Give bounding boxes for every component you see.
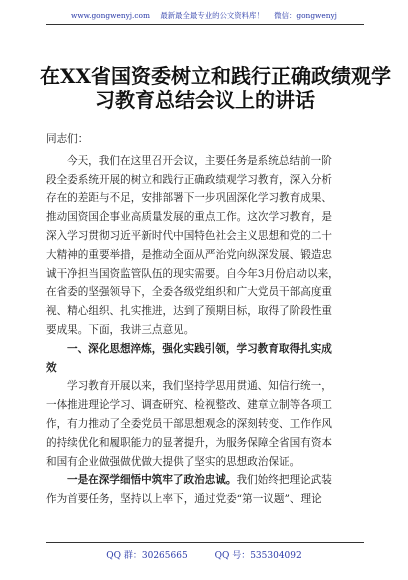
header-slogan: 最新最全最专业的公文资料库！ (160, 11, 264, 20)
text-line (46, 471, 362, 490)
header-site-link[interactable]: www.gongwenyj.com (71, 11, 150, 20)
page-header (0, 10, 408, 21)
header-wechat: 微信：gongwenyj (274, 11, 337, 20)
text-line: 诚干净担当国资监管队伍的现实需要。自今年3月份启动以来， (46, 267, 339, 280)
document-title (40, 64, 392, 112)
text-line: 深入学习贯彻习近平新时代中国特色社会主义思想和党的二十 (46, 229, 333, 242)
point-lead: 一是在深学细悟中筑牢了政治忠诚。 (67, 474, 237, 487)
paragraph-point-1 (46, 471, 362, 509)
heading-line: 一、深化思想淬炼，强化实践引领，学习教育取得扎实成 (67, 342, 332, 355)
text-line: 的持续优化和履职能力的显著提升，为服务保障全省国有资本 (46, 436, 333, 449)
footer-divider (46, 542, 364, 543)
text-line: 一体推进理论学习、调查研究、检视整改、建章立制等各项工 (46, 399, 333, 412)
paragraph-intro (46, 152, 362, 340)
text-line: 推动国资国企事业高质量发展的重点工作。这次学习教育，是 (46, 211, 333, 224)
text-line: 段全委系统开展的树立和践行正确政绩观学习教育，深入分析 (46, 173, 333, 186)
text-line: 存在的差距与不足，安排部署下一步巩固深化学习教育成果、 (46, 192, 333, 205)
greeting: 同志们： (46, 133, 89, 145)
paragraph-summary (46, 377, 362, 471)
header-divider (46, 24, 364, 25)
text-line: 今天，我们在这里召开会议，主要任务是系统总结前一阶 (67, 154, 332, 167)
text-line: 大精神的重要举措，是推动全面从严治党向纵深发展、锻造忠 (46, 248, 333, 261)
text-line: 作，有力推动了全委党员干部思想观念的深刻转变、工作作风 (46, 417, 333, 430)
heading-line: 效 (46, 361, 57, 374)
text-line: 和国有企业做强做优做大提供了坚实的思想政治保证。 (46, 455, 301, 468)
section-heading-1 (46, 340, 362, 378)
point-text: 我们始终把理论武装 (236, 474, 332, 487)
title-line-1: 在XX省国资委树立和践行正确政绩观学 (40, 64, 392, 88)
text-line: 作为首要任务，坚持以上率下，通过党委“第一议题”、理论 (46, 493, 322, 506)
text-line: 学习教育开展以来，我们坚持学思用贯通、知信行统一， (67, 380, 332, 393)
document-body (46, 130, 362, 509)
title-line-2: 习教育总结会议上的讲话 (95, 88, 315, 112)
text-line: 视、精心组织、扎实推进，达到了预期目标，取得了阶段性重 (46, 305, 333, 318)
page-footer (0, 548, 408, 561)
footer-qq-group: QQ 群：30265665 (106, 551, 188, 561)
text-line: 在省委的坚强领导下，全委各级党组织和广大党员干部高度重 (46, 286, 333, 299)
text-line: 要成果。下面，我讲三点意见。 (46, 323, 195, 336)
footer-qq: QQ 号：535304092 (214, 551, 302, 561)
